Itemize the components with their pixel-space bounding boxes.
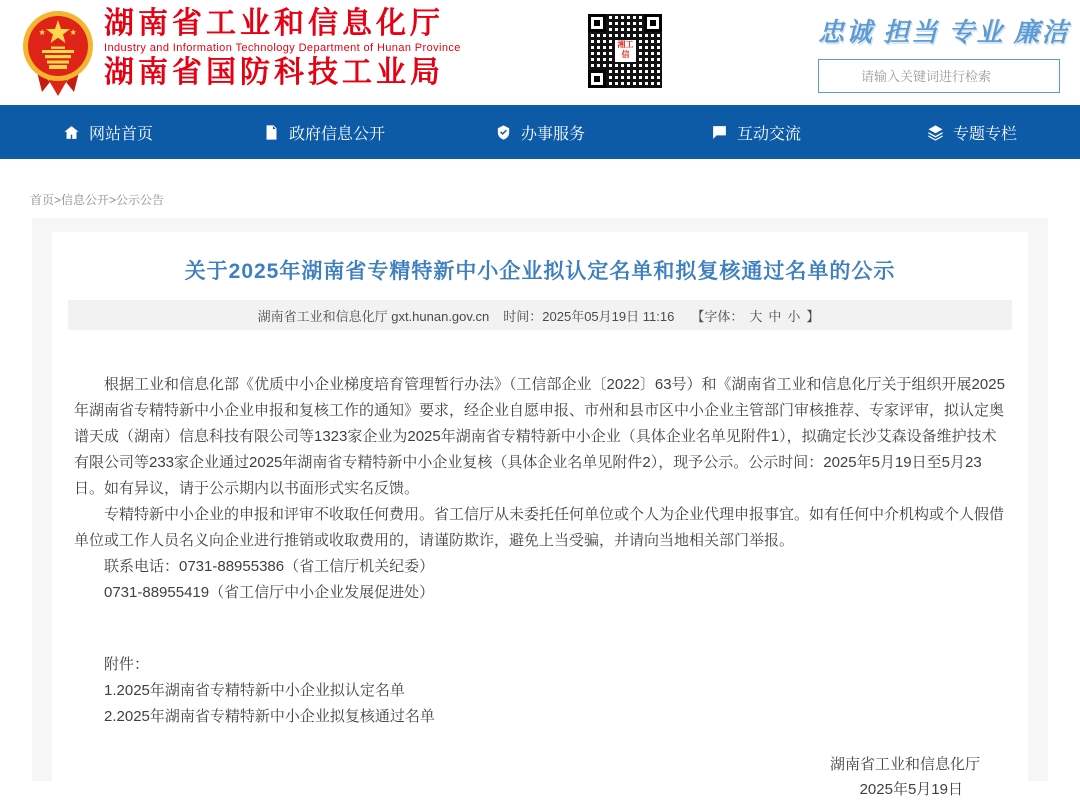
org-title-primary: 湖南省工业和信息化厅: [104, 7, 444, 40]
article-source: 湖南省工业和信息化厅 gxt.hunan.gov.cn: [257, 308, 490, 324]
org-title-secondary: 湖南省国防科技工业局: [104, 56, 444, 89]
nav-label: 办事服务: [520, 125, 585, 143]
main-nav: [0, 105, 1080, 159]
nav-label: 网站首页: [88, 125, 153, 143]
signature-block: [74, 752, 1006, 802]
contact-line-1: 联系电话：0731-88955386（省工信厅机关纪委）: [104, 558, 435, 575]
header-right: [818, 12, 1070, 93]
qr-finder-icon: [588, 70, 606, 88]
nav-item-interaction[interactable]: [648, 105, 864, 159]
layers-icon: [927, 124, 944, 141]
national-emblem-icon: [18, 8, 98, 98]
paragraph-1: 根据工业和信息化部《优质中小企业梯度培育管理暂行办法》（工信部企业〔2022〕63号）和《湖南省工业和信息化厅关于组织开展2025年湖南省专精特新中小企业申报和复核工作的通知》要求，经企业自愿申报、市州和县市区中小企业主管部门审核推荐、专家评审，拟认定奥谱天成（湖南）信息科技有限公司等1323家企业为2025年湖南省专精特新中小企业（具体企业名单见附件1），拟确定长沙艾森设备维护技术有限公司等233家企业通过2025年湖南省专精特新中小企业复核（具体企业名单见附件2），现予公示。公示时间：2025年5月19日至5月23日。如有异议，请于公示期内以书面形式实名反馈。: [74, 376, 1005, 497]
nav-item-special-topics[interactable]: [864, 105, 1080, 159]
slogan-text: 忠诚 担当 专业 廉洁: [818, 17, 1070, 47]
nav-item-home[interactable]: [0, 105, 216, 159]
article-card: [52, 232, 1028, 798]
nav-label: 互动交流: [736, 125, 801, 143]
qr-center-label: 湘工信: [615, 40, 636, 62]
attachment-link-1[interactable]: 1.2025年湖南省专精特新中小企业拟认定名单: [104, 682, 405, 699]
contact-line-2: 0731-88955419（省工信厅中小企业发展促进处）: [104, 584, 435, 601]
breadcrumb[interactable]: 首页>信息公开>公示公告: [30, 193, 165, 207]
chat-icon: [711, 124, 728, 141]
qr-finder-icon: [644, 14, 662, 32]
org-subtitle-english: Industry and Information Technology Department of Hunan Province: [104, 42, 461, 54]
font-size-large[interactable]: 大: [749, 308, 763, 324]
search-box[interactable]: [818, 59, 1060, 93]
attachments-label: 附件：: [104, 656, 150, 673]
nav-item-services[interactable]: [432, 105, 648, 159]
article-time: 时间：2025年05月19日 11:16: [503, 308, 675, 324]
org-titles: [104, 6, 461, 91]
attachments-section: [74, 652, 1006, 730]
badge-icon: [495, 124, 512, 141]
page-title: 关于2025年湖南省专精特新中小企业拟认定名单和拟复核通过名单的公示: [184, 260, 896, 283]
paragraph-2: 专精特新中小企业的申报和评审不收取任何费用。省工信厅从未委托任何单位或个人为企业代理申报事宜。如有任何中介机构或个人假借单位或工作人员名义向企业进行推销或收取费用的，请谨防欺诈，避免上当受骗，并请向当地相关部门举报。: [74, 506, 1005, 549]
article-body: [74, 372, 1006, 606]
article-meta-bar: [68, 300, 1012, 330]
search-input[interactable]: [819, 60, 1059, 92]
nav-item-gov-info[interactable]: [216, 105, 432, 159]
qr-code: [588, 14, 662, 88]
signature-date: 2025年5月19日: [859, 781, 963, 798]
content-panel: [32, 218, 1048, 798]
font-size-medium[interactable]: 中: [768, 308, 782, 324]
font-label-close: 】: [806, 308, 820, 324]
font-size-small[interactable]: 小: [787, 308, 801, 324]
site-header: [0, 0, 1080, 105]
nav-label: 专题专栏: [952, 125, 1017, 143]
font-label-open: 【字体：: [691, 308, 744, 324]
font-size-selector: [688, 306, 822, 325]
home-icon: [63, 124, 80, 141]
attachment-link-2[interactable]: 2.2025年湖南省专精特新中小企业拟复核通过名单: [104, 708, 435, 725]
document-icon: [263, 124, 280, 141]
breadcrumb-row: [0, 159, 1080, 218]
nav-label: 政府信息公开: [288, 125, 385, 143]
signature-org: 湖南省工业和信息化厅: [829, 756, 980, 773]
qr-finder-icon: [588, 14, 606, 32]
